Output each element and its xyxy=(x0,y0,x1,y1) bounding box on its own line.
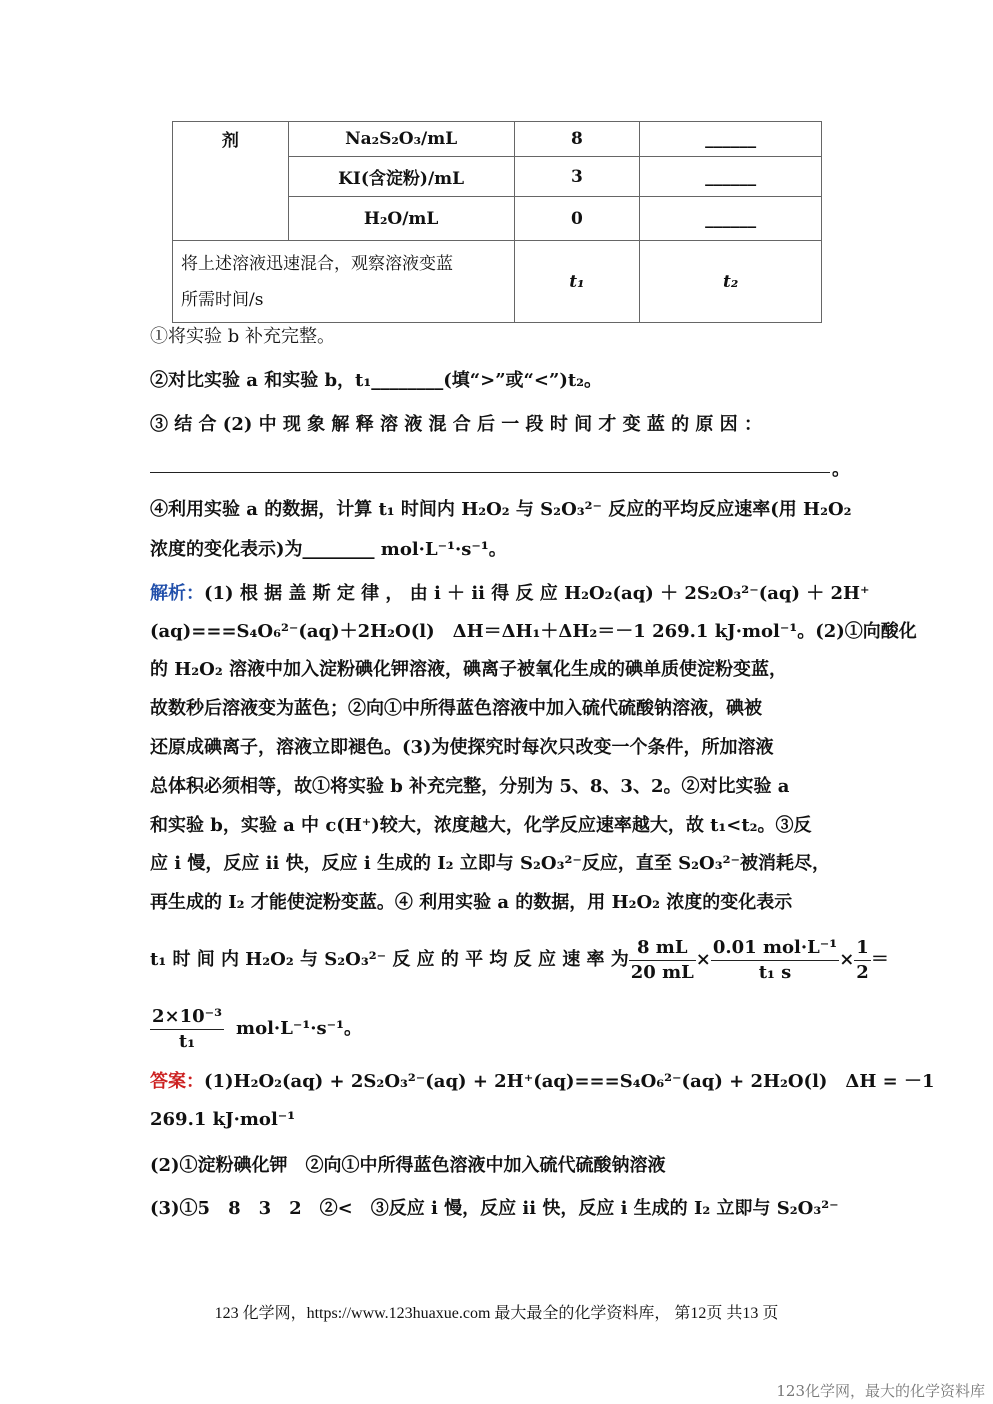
row-item: Na₂S₂O₃/mL xyxy=(288,122,514,157)
analysis-line-11: $\frac{\text{2×10⁻³}}{\text{t₁}}$ mol·L⁻¹·s⁻¹。 xyxy=(152,1005,363,1052)
row-b-blank: ______ xyxy=(640,157,822,197)
question-3: ③ 结 合 (2) 中 现 象 解 释 溶 液 混 合 后 一 段 时 间 才 变 蓝 的 原 因 ： xyxy=(150,414,762,435)
row-b-blank: ______ xyxy=(640,122,822,157)
analysis-line-5: 还原成碘离子，溶液立即褪色。(3)为使探究时每次只改变一个条件，所加溶液 xyxy=(150,737,774,758)
watermark: 123化学网，最大的化学资料库 xyxy=(776,1382,985,1400)
row-b-blank: ______ xyxy=(640,197,822,241)
question-4-line-1: ④利用实验 a 的数据，计算 t₁ 时间内 H₂O₂ 与 S₂O₃²⁻ 反应的平均反应速率(用 H₂O₂ xyxy=(150,499,852,520)
row-a: 0 xyxy=(514,197,640,241)
analysis-line-8: 应 i 慢，反应 ii 快，反应 i 生成的 I₂ 立即与 S₂O₃²⁻反应，直至 S₂O₃²⁻被消耗尽， xyxy=(150,853,830,874)
row-item: KI(含淀粉)/mL xyxy=(288,157,514,197)
fraction-volume: $\frac{8 mL}{20 mL}$ xyxy=(630,936,694,983)
row-a: 3 xyxy=(514,157,640,197)
page-footer: 123 化学网，https://www.123huaxue.com 最大最全的化学资料库， 第12页 共13 页 xyxy=(214,1305,779,1322)
analysis-line-7: 和实验 b，实验 a 中 c(H⁺)较大，浓度越大，化学反应速率越大，故 t₁<t₂。③反 xyxy=(150,815,812,836)
analysis-line-10: t₁ 时 间 内 H₂O₂ 与 S₂O₃²⁻ 反 应 的 平 均 反 应 速 率 为 $\frac{8 mL}{20 mL}$ × $\frac{\text{0.01 mol·L⁻¹}}{\text{t₁ s}}$ × $\frac{1}{2}$ ＝ xyxy=(150,936,889,983)
analysis-line-6: 总体积必须相等，故①将实验 b 补充完整，分别为 5、8、3、2。②对比实验 a xyxy=(150,776,790,797)
question-2: ②对比实验 a 和实验 b，t₁________(填“>”或“<”)t₂。 xyxy=(150,370,603,391)
row-a: 8 xyxy=(514,122,640,157)
analysis-line-1: 解析：(1) 根 据 盖 斯 定 律 ， 由 i ＋ ii 得 反 应 H₂O₂(aq) ＋ 2S₂O₃²⁻(aq) ＋ 2H⁺ xyxy=(150,583,870,604)
fraction-result: $\frac{\text{2×10⁻³}}{\text{t₁}}$ xyxy=(152,1005,223,1052)
answer-line-4: (3)①5 8 3 2 ②< ③反应 i 慢，反应 ii 快，反应 i 生成的 I₂ 立即与 S₂O₃²⁻ xyxy=(150,1198,839,1219)
row-item: H₂O/mL xyxy=(288,197,514,241)
answer-line-3: (2)①淀粉碘化钾 ②向①中所得蓝色溶液中加入硫代硫酸钠溶液 xyxy=(150,1155,666,1176)
analysis-line-2: (aq)===S₄O₆²⁻(aq)＋2H₂O(l) ΔH＝ΔH₁＋ΔH₂＝－1 269.1 kJ·mol⁻¹。(2)①向酸化 xyxy=(150,621,917,642)
question-3-end: 。 xyxy=(832,459,850,480)
analysis-line-3: 的 H₂O₂ 溶液中加入淀粉碘化钾溶液，碘离子被氧化生成的碘单质使淀粉变蓝， xyxy=(150,659,787,680)
question-1: ①将实验 b 补充完整。 xyxy=(150,326,335,347)
analysis-line-4: 故数秒后溶液变为蓝色；②向①中所得蓝色溶液中加入硫代硫酸钠溶液，碘被 xyxy=(150,698,762,719)
reagent-label: 剂 xyxy=(173,122,289,241)
time-label: 将上述溶液迅速混合，观察溶液变蓝 所需时间/s xyxy=(173,241,515,323)
analysis-line-9: 再生成的 I₂ 才能使淀粉变蓝。④ 利用实验 a 的数据，用 H₂O₂ 浓度的变化表示 xyxy=(150,892,793,913)
answer-line-2: 269.1 kJ·mol⁻¹ xyxy=(150,1109,296,1130)
experiment-table xyxy=(172,121,822,323)
analysis-label: 解析： xyxy=(150,583,204,604)
fraction-half: $\frac{1}{2}$ xyxy=(856,936,869,983)
t1-cell: t₁ xyxy=(514,241,640,323)
answer-blank-line xyxy=(150,472,830,473)
question-4-line-2: 浓度的变化表示)为________ mol·L⁻¹·s⁻¹。 xyxy=(150,539,507,560)
answer-line-1: 答案：(1)H₂O₂(aq) + 2S₂O₃²⁻(aq) + 2H⁺(aq)===S₄O₆²⁻(aq) + 2H₂O(l) ΔH = －1 xyxy=(150,1071,935,1092)
t2-cell: t₂ xyxy=(640,241,822,323)
answer-label: 答案： xyxy=(150,1071,204,1092)
fraction-concentration: $\frac{\text{0.01 mol·L⁻¹}}{\text{t₁ s}}$ xyxy=(712,936,838,983)
